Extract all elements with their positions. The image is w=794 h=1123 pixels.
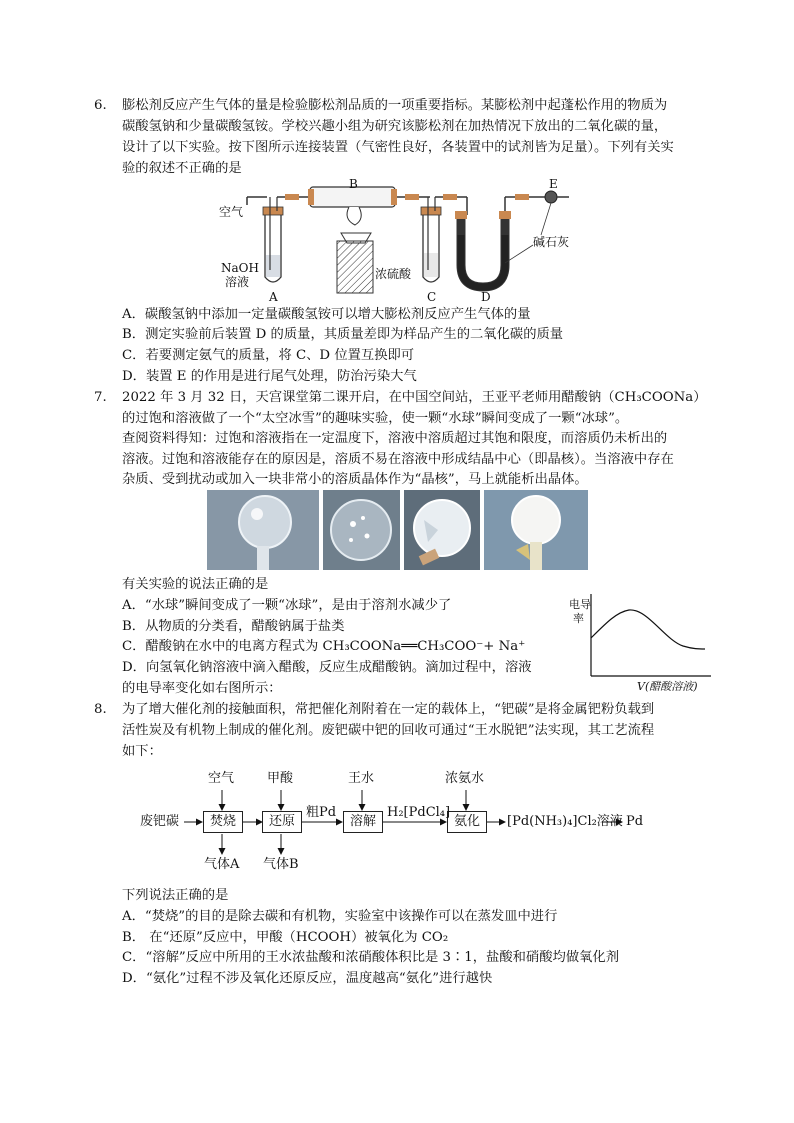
flow-output-gas-a: 气体A: [204, 857, 240, 872]
apparatus-drawing: [215, 175, 585, 305]
flow-step-reduce: 还原: [262, 811, 302, 833]
label-e: E: [549, 177, 558, 191]
flow-input-formic-acid: 甲酸: [267, 771, 294, 786]
graph-xlabel: V(醋酸溶液): [637, 680, 698, 693]
photo-ice-ball-drawing: [484, 490, 588, 570]
q6-option-d: D．装置 E 的作用是进行尾气处理，防治污染大气: [122, 369, 417, 384]
flow-end-pd: Pd: [626, 814, 644, 829]
flow-step-dissolve: 溶解: [343, 811, 383, 833]
flow-mid-complex-solution: [Pd(NH₃)₄]Cl₂溶液: [507, 814, 623, 829]
q8-stem: 下列说法正确的是: [122, 888, 229, 903]
q6-option-c: C．若要测定氨气的质量，将 C、D 位置互换即可: [122, 348, 415, 363]
q7-option-c: C．醋酸钠在水中的电离方程式为 CH₃COONa══CH₃COO⁻+ Na⁺: [122, 639, 526, 654]
q8-option-a: A．“焚烧”的目的是除去碳和有机物，实验室中该操作可以在蒸发皿中进行: [122, 909, 558, 924]
q7-option-d-cont: 的电导率变化如右图所示：: [122, 681, 282, 696]
process-flowchart: [140, 768, 660, 878]
label-b: B: [349, 177, 358, 191]
q6-number: 6.: [94, 98, 107, 113]
label-naoh: NaOH: [221, 261, 259, 275]
graph-ylabel-2: 率: [573, 612, 584, 625]
photo-ice-forming: [404, 490, 480, 570]
q8-number: 8.: [94, 702, 107, 717]
q6-text-line: 验的叙述不正确的是: [122, 161, 242, 176]
conductivity-graph: [565, 592, 715, 697]
q6-text-line: 设计了以下实验。按下图所示连接装置（气密性良好，各装置中的试剂皆为足量）。下列有关实: [122, 140, 674, 155]
flow-start: 废钯碳: [140, 814, 180, 829]
q7-text-line: 溶液。过饱和溶液能存在的原因是，溶质不易在溶液中形成结晶中心（即晶核）。当溶液中存在: [122, 452, 674, 467]
label-soda-lime: 碱石灰: [533, 235, 570, 249]
q8-text-line: 如下：: [122, 744, 162, 759]
q8-option-d: D．“氨化”过程不涉及氧化还原反应，温度越高“氨化”进行越快: [122, 971, 493, 986]
flow-input-aqua-regia: 王水: [348, 771, 375, 786]
q8-option-c: C．“溶解”反应中所用的王水浓盐酸和浓硝酸体积比是 3∶1，盐酸和硝酸均做氧化剂: [122, 950, 620, 965]
apparatus-diagram: [215, 175, 585, 305]
photo-ice-ball: [484, 490, 588, 570]
photo-ice-forming-drawing: [404, 490, 480, 570]
q6-text-line: 膨松剂反应产生气体的量是检验膨松剂品质的一项重要指标。某膨松剂中起蓬松作用的物质为: [122, 98, 668, 113]
graph-ylabel-1: 电导: [569, 598, 591, 611]
flow-mid-crude-pd: 粗Pd: [306, 805, 337, 820]
q8-option-b: B． 在“还原”反应中，甲酸（HCOOH）被氧化为 CO₂: [122, 930, 449, 945]
q7-number: 7.: [94, 390, 107, 405]
q7-option-d: D．向氢氧化钠溶液中滴入醋酸，反应生成醋酸钠。滴加过程中，溶液: [122, 660, 532, 675]
label-sulfuric-acid: 浓硫酸: [375, 267, 412, 281]
label-d: D: [481, 290, 491, 304]
photo-crystallizing-ball: [323, 490, 400, 570]
q7-text-line: 的过饱和溶液做了一个“太空冰雪”的趣味实验，使一颗“水球”瞬间变成了一颗“冰球”。: [122, 411, 629, 426]
flow-mid-h2pdcl4: H₂[PdCl₄]: [387, 805, 451, 820]
flow-input-ammonia: 浓氨水: [445, 771, 485, 786]
q8-text-line: 活性炭及有机物上制成的催化剂。废钯碳中钯的回收可通过“王水脱钯”法实现，其工艺流程: [122, 723, 655, 738]
q7-option-a: A．“水球”瞬间变成了一颗“冰球”，是由于溶剂水减少了: [122, 598, 452, 613]
flow-step-ammoniate: 氨化: [447, 811, 487, 833]
q8-text-line: 为了增大催化剂的接触面积，常把催化剂附着在一定的载体上，“钯碳”是将金属钯粉负载到: [122, 702, 655, 717]
q6-text-line: 碳酸氢钠和少量碳酸氢铵。学校兴趣小组为研究该膨松剂在加热情况下放出的二氧化碳的量，: [122, 119, 668, 134]
label-a: A: [269, 290, 278, 304]
q7-option-b: B．从物质的分类看，醋酸钠属于盐类: [122, 619, 345, 634]
flow-step-burn: 焚烧: [203, 811, 243, 833]
label-c: C: [427, 290, 437, 304]
flow-output-gas-b: 气体B: [263, 857, 299, 872]
flow-input-air: 空气: [208, 771, 235, 786]
label-naoh-solution: 溶液: [225, 275, 250, 289]
q6-option-a: A．碳酸氢钠中添加一定量碳酸氢铵可以增大膨松剂反应产生气体的量: [122, 307, 531, 322]
label-air: 空气: [219, 205, 244, 219]
photo-crystallizing-ball-drawing: [323, 490, 400, 570]
photo-water-ball: [207, 490, 319, 570]
q7-text-line: 2022 年 3 月 32 日，天宫课堂第二课开启，在中国空间站，王亚平老师用醋酸钠（CH₃COONa）: [122, 390, 707, 405]
q7-text-line: 查阅资料得知：过饱和溶液指在一定温度下，溶液中溶质超过其饱和限度，而溶质仍未析出的: [122, 431, 668, 446]
q7-stem: 有关实验的说法正确的是: [122, 577, 269, 592]
q6-option-b: B．测定实验前后装置 D 的质量，其质量差即为样品产生的二氧化碳的质量: [122, 327, 564, 342]
q7-text-line: 杂质、受到扰动或加入一块非常小的溶质晶体作为“晶核”，马上就能析出晶体。: [122, 472, 588, 487]
photo-water-ball-drawing: [207, 490, 319, 570]
